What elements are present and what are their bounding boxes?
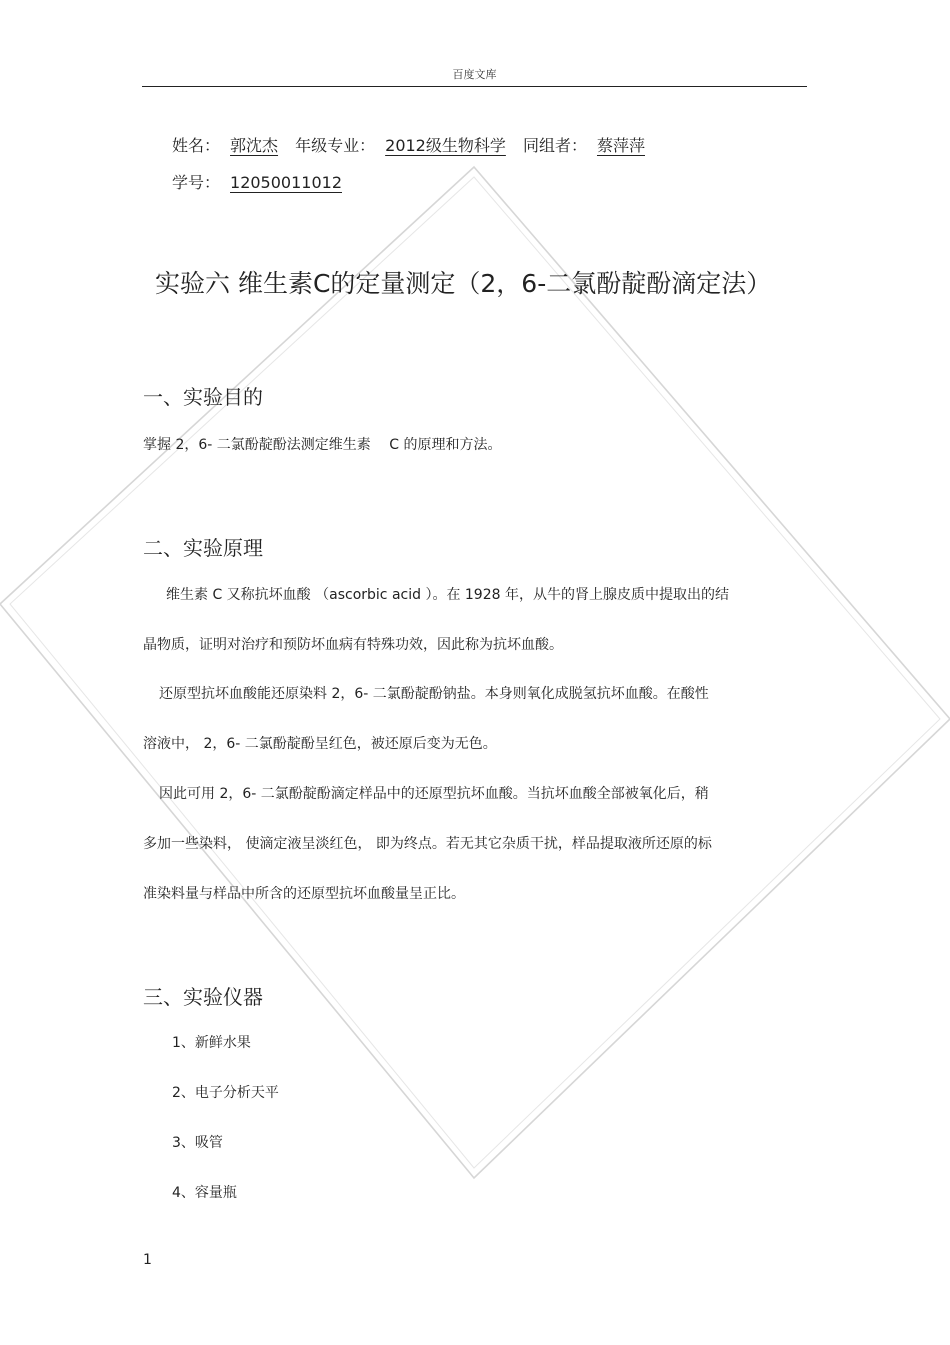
name-label: 姓名：: [172, 136, 221, 155]
principle-line: 维生素 C 又称抗坏血酸 （ascorbic acid ）。在 1928 年，从牛的肾上腺皮质中提取出的结: [166, 587, 729, 603]
section-heading-instruments: 三、实验仪器: [143, 985, 263, 1009]
student-id-label: 学号：: [172, 173, 221, 192]
page-number: 1: [143, 1252, 152, 1268]
major-label: 年级专业：: [295, 136, 376, 155]
student-info-line-2: [172, 170, 354, 193]
name-value: 郭沈杰: [230, 136, 279, 155]
major-value: 2012级生物科学: [385, 136, 506, 155]
header-divider: [142, 86, 807, 87]
principle-line: 准染料量与样品中所含的还原型抗坏血酸量呈正比。: [143, 886, 465, 902]
instrument-item: 4、容量瓶: [172, 1185, 237, 1201]
principle-line: 因此可用 2，6- 二氯酚靛酚滴定样品中的还原型抗坏血酸。当抗坏血酸全部被氧化后，稍: [159, 786, 709, 802]
instrument-item: 3、吸管: [172, 1135, 223, 1151]
student-id-value: 12050011012: [230, 173, 342, 192]
instrument-item: 1、新鲜水果: [172, 1035, 251, 1051]
document-title: 实验六 维生素C的定量测定（2，6-二氯酚靛酚滴定法）: [155, 269, 772, 298]
principle-line: 还原型抗坏血酸能还原染料 2，6- 二氯酚靛酚钠盐。本身则氧化成脱氢抗坏血酸。在酸性: [159, 686, 709, 702]
student-info-line-1: [172, 133, 657, 156]
section-heading-purpose: 一、实验目的: [143, 385, 263, 409]
section-heading-principle: 二、实验原理: [143, 536, 263, 560]
partner-label: 同组者：: [522, 136, 587, 155]
principle-line: 晶物质，证明对治疗和预防坏血病有特殊功效，因此称为抗坏血酸。: [143, 637, 563, 653]
instrument-item: 2、电子分析天平: [172, 1085, 279, 1101]
page-header: 百度文库: [452, 68, 497, 81]
purpose-text: 掌握 2，6- 二氯酚靛酚法测定维生素 C 的原理和方法。: [143, 437, 502, 453]
principle-line: 溶液中， 2，6- 二氯酚靛酚呈红色，被还原后变为无色。: [143, 736, 497, 752]
principle-line: 多加一些染料， 使滴定液呈淡红色， 即为终点。若无其它杂质干扰，样品提取液所还原的标: [143, 836, 712, 852]
partner-value: 蔡萍萍: [596, 136, 645, 155]
